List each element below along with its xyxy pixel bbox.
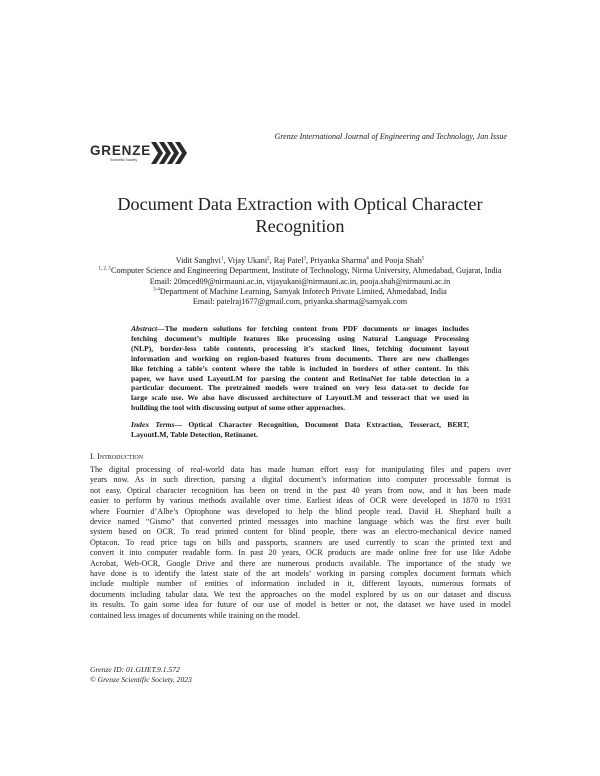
text-line: device named “Gismo” that converted printed messages into machine language which was the first ever built [90, 517, 511, 527]
text-line: like fetching a table’s content where the table is included in borders of other content. In this [131, 363, 469, 373]
affiliation-text: Department of Machine Learning, Samyak Infotech Private Limited, Ahmedabad, India [159, 286, 447, 296]
text-line: paper, we have used LayoutLM for parsing the content and RetinaNet for table detection in a [131, 373, 469, 383]
email-1: Email: 20mced09@nirmauni.ac.in, vijayukani@nirmauni.ac.in, pooja.shah@nirmauni.ac.in [149, 276, 451, 286]
text-line: Abstract—The modern solutions for fetching content from PDF documents or images includes [131, 324, 469, 333]
affiliation-1 [0, 266, 600, 276]
logo-wordmark: GRENZE [90, 143, 152, 158]
text-line: The digital processing of real-world data has made human effort easy for manipulating files and papers over [90, 465, 511, 474]
author-name: Raj Patel [273, 256, 304, 265]
author-affiliation-marker: 4 [366, 256, 369, 262]
affiliation-2 [0, 287, 600, 297]
text-line: contained less images of documents while training on the model. [90, 610, 300, 620]
copyright: © Grenze Scientific Society, 2023 [90, 675, 192, 684]
author-affiliation-marker: 5 [421, 256, 425, 262]
text-line: have done is to identify the latest state of the art models’ working in parsing complex document formats which [90, 569, 511, 579]
text-line: Acrobat, Web-OCR, Google Drive and there are numerous products available. The importance of the study we [90, 558, 511, 568]
text-line: system based on OCR. To read printed content for blind people, there was an electro-mechanical device named [90, 527, 511, 537]
label: Abstract [131, 324, 158, 333]
abstract [131, 324, 469, 413]
text-line: include multiple number of entities of information included in it, different layouts, numerous formats of [90, 579, 511, 589]
footer [90, 665, 192, 685]
label: Index Terms [131, 420, 175, 429]
journal-header: Grenze International Journal of Engineering and Technology, Jan Issue [274, 132, 507, 141]
section-heading [90, 452, 143, 461]
text-line: particular document. The pretrained models were trained on very less data-set to decide for [131, 383, 469, 393]
introduction-body [90, 465, 511, 621]
author-affiliation-marker: 1 [220, 256, 224, 262]
logo-subtitle: Scientific Society [110, 158, 138, 162]
text-line: building the tool with discussing output of some other approaches. [131, 403, 346, 413]
title-line: Recognition [255, 216, 345, 236]
text-line: (NLP), border-less table contents, processing it’s stacked lines, fetching document layout [131, 343, 469, 353]
text-line: fetching document’s multiple features like processing using Natural Language Processing [131, 333, 469, 343]
paper-title [0, 193, 600, 237]
index-terms [131, 420, 469, 440]
text-line: large scale use. We also have discussed architecture of LayoutLM and tesseract that we used in [131, 393, 469, 403]
author-name: Pooja Shah [384, 256, 422, 265]
text-line: LayoutLM, Table Detection, Retinanet. [131, 429, 258, 439]
author-affiliation-marker: 3 [303, 256, 307, 262]
email-2: Email: patelraj1677@gmail.com, priyanka.sharma@samyak.com [192, 297, 408, 307]
text-line: where Fournier d’Albe’s Optophone was developed to help the blind people read. David H. Shephard built a [90, 506, 511, 516]
chevron-arrows-icon [151, 140, 191, 166]
author-name: Vidit Sanghvi [175, 256, 221, 265]
text-line: not easy. Optical character recognition has been on trend in the past 40 years from now, and it has been made [90, 485, 511, 495]
title-line: Document Data Extraction with Optical Character [117, 194, 483, 214]
text-line: easier to perform by various methods available over time. Earliest ideas of OCR were developed in 1870 to 1931 [90, 496, 511, 506]
author-block [0, 256, 600, 307]
text-line: Index Terms— Optical Character Recognition, Document Data Extraction, Tesseract, BERT, [131, 420, 469, 429]
affiliation-marker: 3-4 [153, 287, 160, 293]
affiliation-marker: 1, 2, 5 [98, 266, 112, 272]
grenze-id: Grenze ID: 01.GIJET.9.1.572 [90, 665, 180, 674]
author-names: Vidit Sanghvi$^1$, Vijay Ukani$^2$, Raj Patel$^3$, Priyanka Sharma$^4$ and Pooja Shah$^5$ [175, 256, 425, 265]
author-affiliation-marker: 2 [267, 256, 270, 262]
section-title: Introduction [96, 452, 144, 461]
author-name: Priyanka Sharma [310, 256, 367, 265]
text-line: its results. To gain some idea for future of our use of model is better or not, the dataset we have used in model [90, 600, 511, 610]
text-line: convert it into computer readable form. In past 20 years, OCR products are made online free for use like Adobe [90, 548, 511, 558]
text-line: years now. As in such direction, parsing a digital document’s information into computer processable format is [90, 475, 511, 485]
section-number: I. [90, 452, 97, 461]
text-line: documents including tabular data. We test the approaches on the model explored by us on our dataset and discuss [90, 589, 511, 599]
text-line: Optacon. To read price tags on bills and passports, scanners are used currently to scan the printed text and [90, 537, 511, 547]
author-name: Vijay Ukani [227, 256, 268, 265]
affiliation-text: Computer Science and Engineering Department, Institute of Technology, Nirma University, Ahmedabad, Gujarat, India [111, 266, 502, 276]
grenze-logo [90, 140, 190, 168]
text-line: information and working on region-based features from documents. There are new challenges [131, 353, 469, 363]
